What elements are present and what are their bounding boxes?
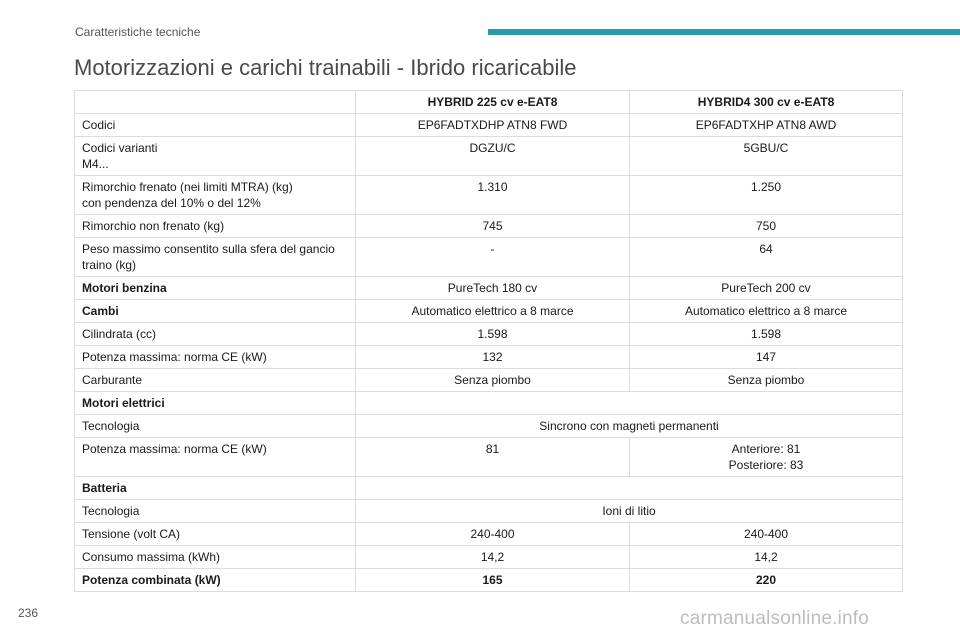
cell-value: Anteriore: 81 Posteriore: 83: [630, 438, 903, 477]
row-label-codici-varianti: Codici varianti M4...: [75, 137, 356, 176]
cell-value: DGZU/C: [356, 137, 630, 176]
cell-value: 132: [356, 346, 630, 369]
row-label-rimorchio-non-frenato: Rimorchio non frenato (kg): [75, 215, 356, 238]
cell-value: 14,2: [630, 546, 903, 569]
row-label-potenza-combinata: Potenza combinata (kW): [75, 569, 356, 592]
row-label-peso-sfera-gancio: Peso massimo consentito sulla sfera del gancio traino (kg): [75, 238, 356, 277]
cell-value: 5GBU/C: [630, 137, 903, 176]
cell-value: 165: [356, 569, 630, 592]
table-row: [75, 300, 903, 323]
table-row: [75, 569, 903, 592]
cell-value: 240-400: [630, 523, 903, 546]
cell-value: 147: [630, 346, 903, 369]
row-label-cilindrata: Cilindrata (cc): [75, 323, 356, 346]
table-row: [75, 137, 903, 176]
table-row: [75, 477, 903, 500]
specs-table: [74, 90, 903, 592]
section-title: Caratteristiche tecniche: [75, 25, 201, 39]
cell-value-merged: Sincrono con magneti permanenti: [356, 415, 903, 438]
row-label-tensione: Tensione (volt CA): [75, 523, 356, 546]
cell-value: 81: [356, 438, 630, 477]
section-label-motori-elettrici: Motori elettrici: [75, 392, 356, 415]
row-label-potenza-massima: Potenza massima: norma CE (kW): [75, 346, 356, 369]
row-label-motori-benzina: Motori benzina: [75, 277, 356, 300]
table-row: [75, 415, 903, 438]
row-label-carburante: Carburante: [75, 369, 356, 392]
cell-value: 1.250: [630, 176, 903, 215]
cell-value: 14,2: [356, 546, 630, 569]
cell-value: Senza piombo: [630, 369, 903, 392]
column-header-empty: [75, 91, 356, 114]
column-header-hybrid-225: HYBRID 225 cv e-EAT8: [356, 91, 630, 114]
cell-value: 240-400: [356, 523, 630, 546]
row-label-tecnologia-batteria: Tecnologia: [75, 500, 356, 523]
cell-value-merged: Ioni di litio: [356, 500, 903, 523]
cell-value: 64: [630, 238, 903, 277]
empty-cell: [356, 477, 903, 500]
table-row: [75, 500, 903, 523]
table-header-row: [75, 91, 903, 114]
row-label-tecnologia: Tecnologia: [75, 415, 356, 438]
table-row: [75, 438, 903, 477]
cell-value: PureTech 200 cv: [630, 277, 903, 300]
cell-value: EP6FADTXHP ATN8 AWD: [630, 114, 903, 137]
table-row: [75, 323, 903, 346]
table-row: [75, 215, 903, 238]
header-accent-bar: [488, 29, 960, 35]
page-title: Motorizzazioni e carichi trainabili - Ibrido ricaricabile: [74, 55, 577, 80]
table-row: [75, 277, 903, 300]
cell-value: -: [356, 238, 630, 277]
table-row: [75, 238, 903, 277]
watermark: carmanualsonline.info: [680, 608, 870, 629]
cell-value: Senza piombo: [356, 369, 630, 392]
section-label-batteria: Batteria: [75, 477, 356, 500]
cell-value: Automatico elettrico a 8 marce: [630, 300, 903, 323]
row-label-cambi: Cambi: [75, 300, 356, 323]
table-row: [75, 114, 903, 137]
table-row: [75, 176, 903, 215]
cell-value: 1.598: [356, 323, 630, 346]
table-row: [75, 523, 903, 546]
table-row: [75, 346, 903, 369]
row-label-consumo: Consumo massima (kWh): [75, 546, 356, 569]
column-header-hybrid4-300: HYBRID4 300 cv e-EAT8: [630, 91, 903, 114]
row-label-codici: Codici: [75, 114, 356, 137]
cell-value: 745: [356, 215, 630, 238]
cell-value: 1.310: [356, 176, 630, 215]
empty-cell: [356, 392, 903, 415]
page-number: 236: [18, 606, 39, 620]
cell-value: PureTech 180 cv: [356, 277, 630, 300]
table-row: [75, 369, 903, 392]
cell-value: EP6FADTXDHP ATN8 FWD: [356, 114, 630, 137]
cell-value: 220: [630, 569, 903, 592]
cell-value: Automatico elettrico a 8 marce: [356, 300, 630, 323]
cell-value: 1.598: [630, 323, 903, 346]
row-label-potenza-massima-elettrica: Potenza massima: norma CE (kW): [75, 438, 356, 477]
cell-value: 750: [630, 215, 903, 238]
table-row: [75, 546, 903, 569]
row-label-rimorchio-frenato: Rimorchio frenato (nei limiti MTRA) (kg) con pendenza del 10% o del 12%: [75, 176, 356, 215]
table-row: [75, 392, 903, 415]
